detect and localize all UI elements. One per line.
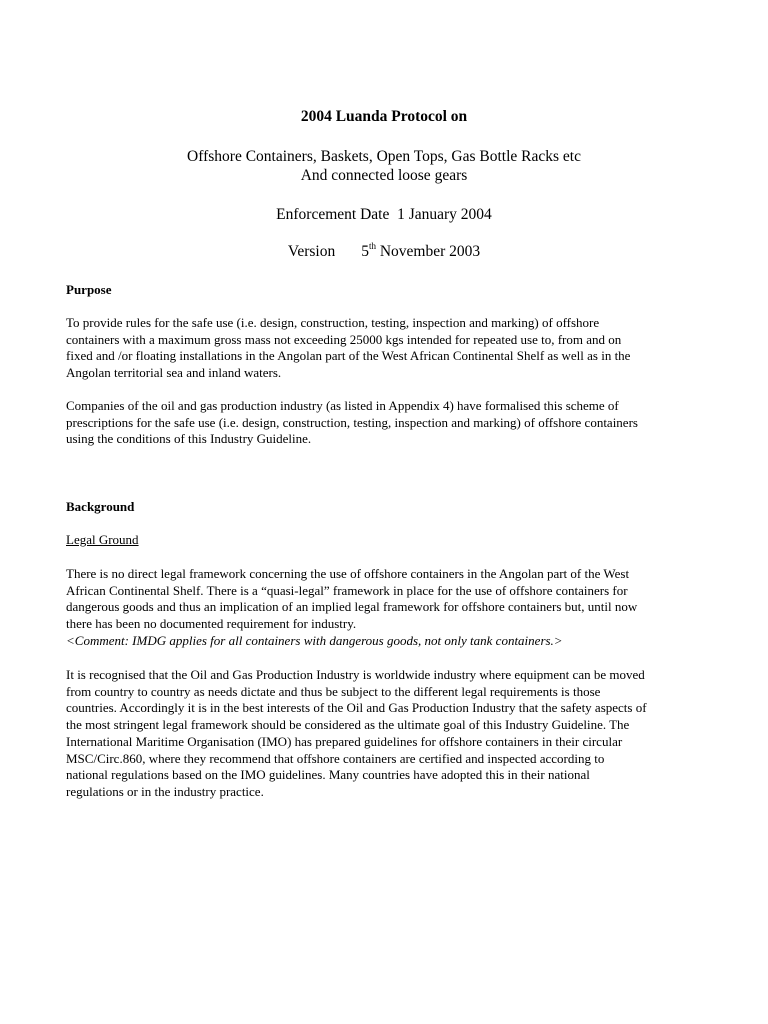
background-heading: Background <box>66 499 135 514</box>
paragraph-line: national regulations based on the IMO guidelines. Many countries have adopted this in their national <box>66 767 590 783</box>
version-line <box>0 240 768 261</box>
version-month-year: November 2003 <box>375 243 481 260</box>
paragraph-line: To provide rules for the safe use (i.e. design, construction, testing, inspection and marking) of offshore <box>66 315 600 330</box>
paragraph-line: International Maritime Organisation (IMO) has prepared guidelines for offshore containers in their circular <box>66 733 623 749</box>
version-day-suffix: th <box>368 240 376 251</box>
legal-ground-subheading: Legal Ground <box>66 532 139 547</box>
paragraph-line: It is recognised that the Oil and Gas Production Industry is worldwide industry where equipment can be moved <box>66 667 645 682</box>
paragraph-line: there has been no documented requirement for industry. <box>66 616 357 632</box>
document-title: 2004 Luanda Protocol on <box>300 108 468 125</box>
paragraph-line: containers with a maximum gross mass not exceeding 25000 kgs intended for repeated use to, from and on <box>66 331 622 347</box>
paragraph-line: using the conditions of this Industry Guideline. <box>66 431 312 447</box>
legal-ground-paragraph-1 <box>66 566 726 650</box>
legal-ground-paragraph-2 <box>66 667 726 801</box>
imdg-comment: <Comment: IMDG applies for all containers with dangerous goods, not only tank containers.> <box>66 632 563 648</box>
paragraph-line: Angolan territorial sea and inland waters. <box>66 365 282 381</box>
paragraph-line: There is no direct legal framework concerning the use of offshore containers in the Angolan part of the West <box>66 566 630 581</box>
paragraph-line: fixed and /or floating installations in the Angolan part of the West African Continental Shelf as well as in the <box>66 348 631 364</box>
version-day: 5 <box>361 243 369 260</box>
paragraph-line: African Continental Shelf. There is a “quasi-legal” framework in place for the use of offshore containers for <box>66 582 628 598</box>
purpose-paragraph-1 <box>66 315 726 382</box>
paragraph-line: dangerous goods and thus an implication of an implied legal framework for offshore containers but, until now <box>66 599 638 615</box>
paragraph-line: the most stringent legal framework should be considered as the ultimate goal of this Industry Guideline. The <box>66 717 630 733</box>
paragraph-line: prescriptions for the safe use (i.e. design, construction, testing, inspection and marking) of offshore containers <box>66 414 638 430</box>
purpose-heading: Purpose <box>66 282 112 297</box>
purpose-paragraph-2 <box>66 398 726 448</box>
enforcement-date: Enforcement Date 1 January 2004 <box>276 206 492 223</box>
document-subtitle-line-1: Offshore Containers, Baskets, Open Tops, Gas Bottle Racks etc <box>187 148 581 165</box>
paragraph-line: Companies of the oil and gas production industry (as listed in Appendix 4) have formalised this scheme of <box>66 398 619 413</box>
document-subtitle-line-2: And connected loose gears <box>300 167 468 184</box>
paragraph-line: regulations or in the industry practice. <box>66 783 264 799</box>
paragraph-line: MSC/Circ.860, where they recommend that offshore containers are certified and inspected according to <box>66 750 605 766</box>
version-label: Version <box>287 243 336 260</box>
paragraph-line: countries. Accordingly it is in the best interests of the Oil and Gas Production Industry that the safety aspects of <box>66 700 647 716</box>
paragraph-line: from country to country as needs dictate and thus be subject to the different legal requirements is those <box>66 683 601 699</box>
